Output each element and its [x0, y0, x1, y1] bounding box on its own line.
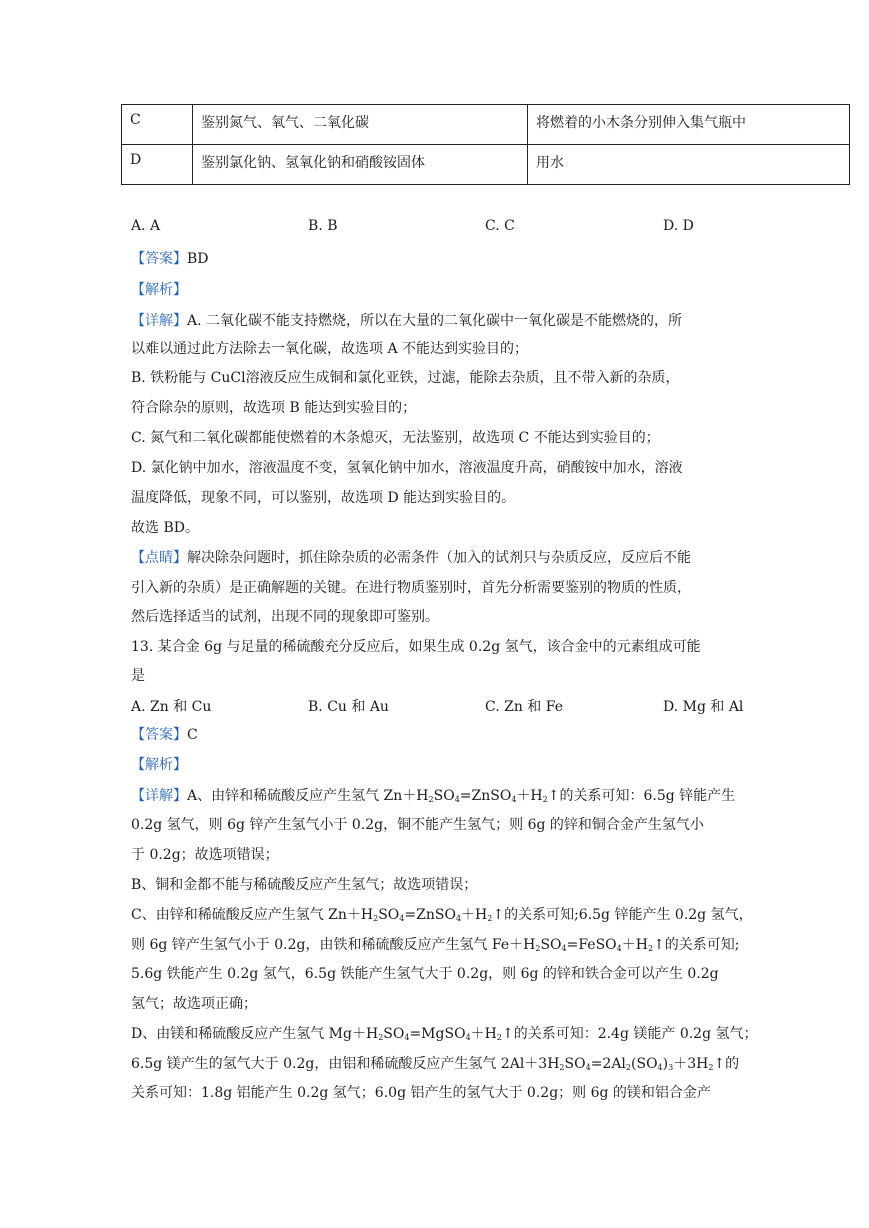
row-label: C [122, 105, 193, 145]
q13-stem: 是 [131, 668, 145, 684]
q12-comment-line: 引入新的杂质）是正确解题的关键。在进行物质鉴别时，首先分析需要鉴别的物质的性质， [131, 580, 691, 596]
q12-comment-line: 然后选择适当的试剂，出现不同的现象即可鉴别。 [131, 609, 439, 625]
q12-choices [131, 218, 751, 240]
choice-c: C. C [485, 218, 515, 234]
detail-tag: 【详解】 [131, 313, 187, 329]
q12-detail-line: 温度降低，现象不同，可以鉴别，故选项 D 能达到实验目的。 [131, 490, 516, 506]
q13-detail-line: 6.5g 镁产生的氢气大于 0.2g，由铝和稀硫酸反应产生氢气 $2Al+3H_2SO_4=2Al_2(SO_4)_3+3H_2↑$的 [131, 1056, 740, 1072]
q13-answer [131, 725, 198, 745]
q12-detail-line: 故选 BD。 [131, 520, 199, 536]
q13-detail-line: D、由镁和稀硫酸反应产生氢气 $Mg+H_2SO_4=MgSO_4+H_2↑$的关系可知：2.4g 镁能产 0.2g 氢气； [131, 1026, 758, 1042]
table-row [122, 145, 850, 185]
q13-detail-line: B、铜和金都不能与稀硫酸反应产生氢气；故选项错误； [131, 877, 478, 893]
q12-analysis-tag: 【解析】 [131, 282, 187, 298]
row-task: 鉴别氯化钠、氢氧化钠和硝酸铵固体 [193, 145, 528, 185]
q13-detail-line: 则 6g 锌产生氢气小于 0.2g，由铁和稀硫酸反应产生氢气 $Fe+H_2SO_4=FeSO_4+H_2↑$的关系可知; [131, 937, 740, 953]
q12-detail-line: 以难以通过此方法除去一氧化碳，故选项 A 不能达到实验目的； [131, 341, 529, 357]
q12-detail-line: D. 氯化钠中加水，溶液温度不变，氢氧化钠中加水，溶液温度升高，硝酸铵中加水，溶液 [131, 460, 683, 476]
answer-tag: 【答案】 [131, 251, 187, 267]
table-row [122, 105, 850, 145]
answer-tag: 【答案】 [131, 727, 187, 743]
q13-detail-line: 5.6g 铁能产生 0.2g 氢气，6.5g 铁能产生氢气大于 0.2g，则 6g 的锌和铁合金可以产生 0.2g [131, 966, 719, 982]
answer-value: BD [187, 251, 209, 267]
q13-stem: 13. 某合金 6g 与足量的稀硫酸充分反应后，如果生成 0.2g 氢气，该合金中的元素组成可能 [131, 639, 701, 655]
choice-b: B. B [308, 218, 338, 234]
choice-b: B. Cu 和 Au [308, 699, 389, 715]
row-method: 用水 [528, 145, 850, 185]
choice-d: D. D [663, 218, 694, 234]
choice-a: A. Zn 和 Cu [131, 699, 212, 715]
q13-analysis-tag: 【解析】 [131, 757, 187, 773]
choice-c: C. Zn 和 Fe [485, 699, 563, 715]
q12-detail-line: B. 铁粉能与 CuCl溶液反应生成铜和氯化亚铁，过滤，能除去杂质，且不带入新的杂质， [131, 370, 680, 386]
q13-detail-line: 氢气；故选项正确； [131, 996, 257, 1012]
q13-detail-line: 于 0.2g；故选项错误； [131, 847, 279, 863]
q13-detail-line: 关系可知：1.8g 铝能产生 0.2g 氢气；6.0g 铝产生的氢气大于 0.2g；则 6g 的镁和铝合金产 [131, 1085, 711, 1101]
options-table [121, 104, 850, 185]
choice-d: D. Mg 和 Al [663, 699, 744, 715]
q12-answer [131, 249, 209, 269]
q12-detail-line: 符合除杂的原则，故选项 B 能达到实验目的； [131, 400, 417, 416]
row-task: 鉴别氮气、氧气、二氧化碳 [193, 105, 528, 145]
answer-value: C [187, 727, 198, 743]
row-method: 将燃着的小木条分别伸入集气瓶中 [528, 105, 850, 145]
q13-detail-line: C、由锌和稀硫酸反应产生氢气 $Zn+H_2SO_4=ZnSO_4+H_2↑$的关系可知;6.5g 锌能产生 0.2g 氢气， [131, 907, 753, 923]
q12-detail-line: C. 氮气和二氧化碳都能使燃着的木条熄灭，无法鉴别，故选项 C 不能达到实验目的； [131, 430, 660, 446]
detail-tag: 【详解】 [131, 788, 187, 804]
row-label: D [122, 145, 193, 185]
choice-a: A. A [131, 218, 161, 234]
q13-detail-line: 【详解】A、由锌和稀硫酸反应产生氢气 $Zn+H_2SO_4=ZnSO_4+H_2↑$的关系可知：6.5g 锌能产生 [131, 788, 736, 804]
q13-detail-line: 0.2g 氢气，则 6g 锌产生氢气小于 0.2g，铜不能产生氢气；则 6g 的锌和铜合金产生氢气小 [131, 817, 704, 833]
q12-comment-line: 【点睛】解决除杂问题时，抓住除杂质的必需条件（加入的试剂只与杂质反应，反应后不能 [131, 550, 691, 566]
comment-tag: 【点睛】 [131, 550, 187, 566]
q13-choices [131, 696, 751, 718]
q12-detail-line: 【详解】A. 二氧化碳不能支持燃烧，所以在大量的二氧化碳中一氧化碳是不能燃烧的，所 [131, 313, 683, 329]
